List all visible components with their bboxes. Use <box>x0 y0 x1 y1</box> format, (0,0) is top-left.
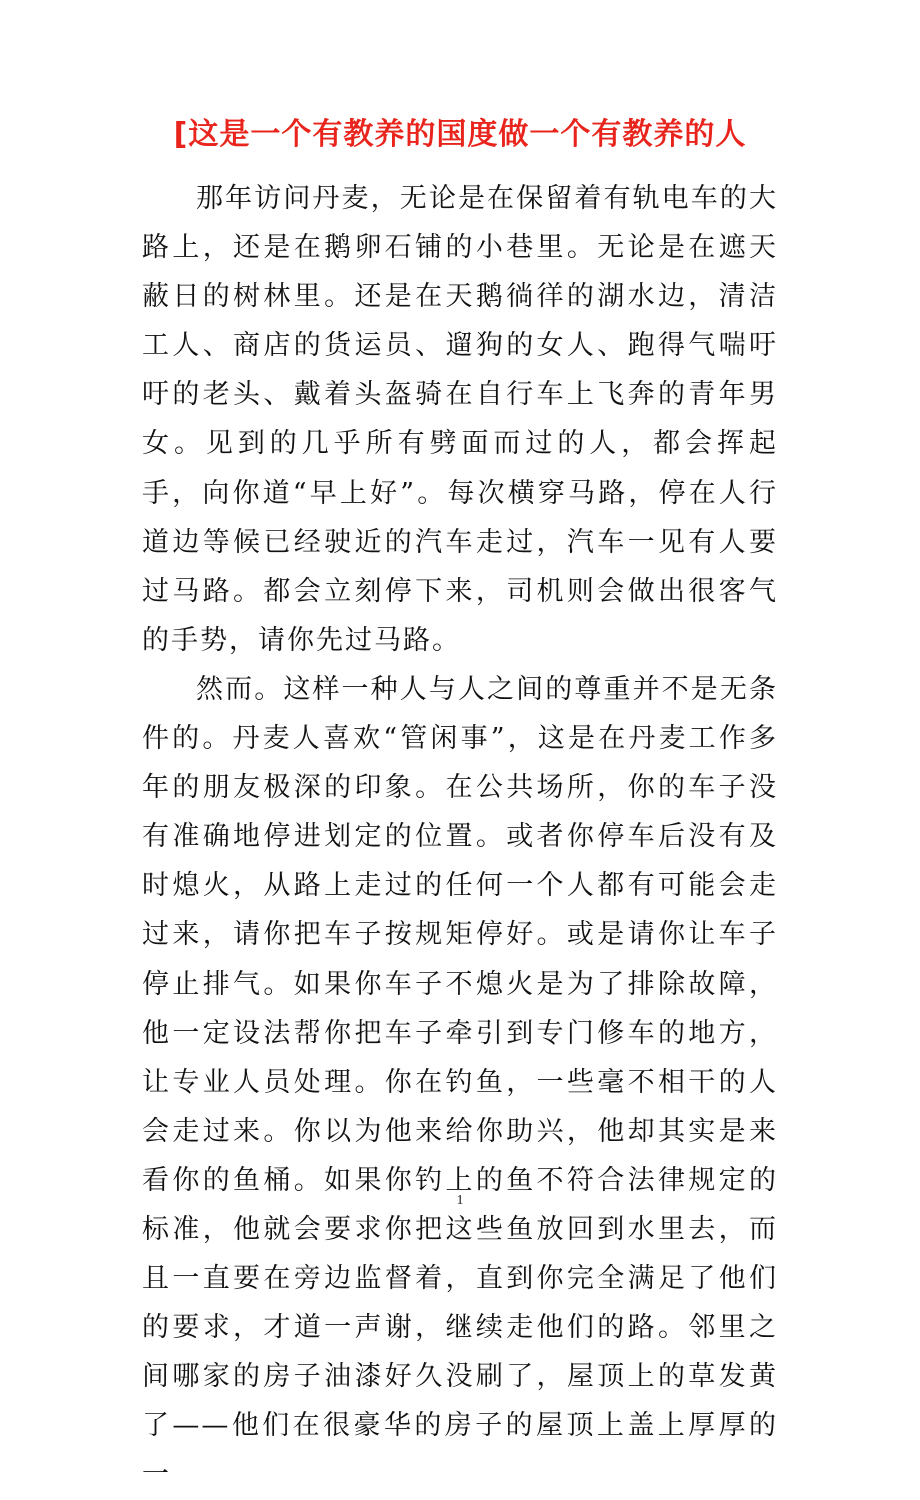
document-title: [这是一个有教养的国度做一个有教养的人 <box>173 117 747 152</box>
document-body <box>142 174 778 1500</box>
paragraph-1: 那年访问丹麦，无论是在保留着有轨电车的大路上，还是在鹅卵石铺的小巷里。无论是在遮天蔽日的树林里。还是在天鹅徜徉的湖水边，清洁工人、商店的货运员、遛狗的女人、跑得气喘吁吁的老头、戴着头盔骑在自行车上飞奔的青年男女。见到的几乎所有劈面而过的人，都会挥起手，向你道“早上好”。每次横穿马路，停在人行道边等候已经驶近的汽车走过，汽车一见有人要过马路。都会立刻停下来，司机则会做出很客气的手势，请你先过马路。 <box>142 183 778 656</box>
paragraph-2: 然而。这样一种人与人之间的尊重并不是无条件的。丹麦人喜欢“管闲事”，这是在丹麦工作多年的朋友极深的印象。在公共场所，你的车子没有准确地停进划定的位置。或者你停车后没有及时熄火，从路上走过的任何一个人都有可能会走过来，请你把车子按规矩停好。或是请你让车子停止排气。如果你车子不熄火是为了排除故障，他一定设法帮你把车子牵引到专门修车的地方，让专业人员处理。你在钓鱼，一些毫不相干的人会走过来。你以为他来给你助兴，他却其实是来看你的鱼桶。如果你钓上的鱼不符合法律规定的标准，他就会要求你把这些鱼放回到水里去，而且一直要在旁边监督着，直到你完全满足了他们的要求，才道一声谢，继续走他们的路。邻里之间哪家的房子油漆好久没刷了，屋顶上的草发黄了——他们在很豪华的房子的屋顶上盖上厚厚的一 <box>142 673 778 1491</box>
page-number: 1 <box>456 1193 464 1208</box>
